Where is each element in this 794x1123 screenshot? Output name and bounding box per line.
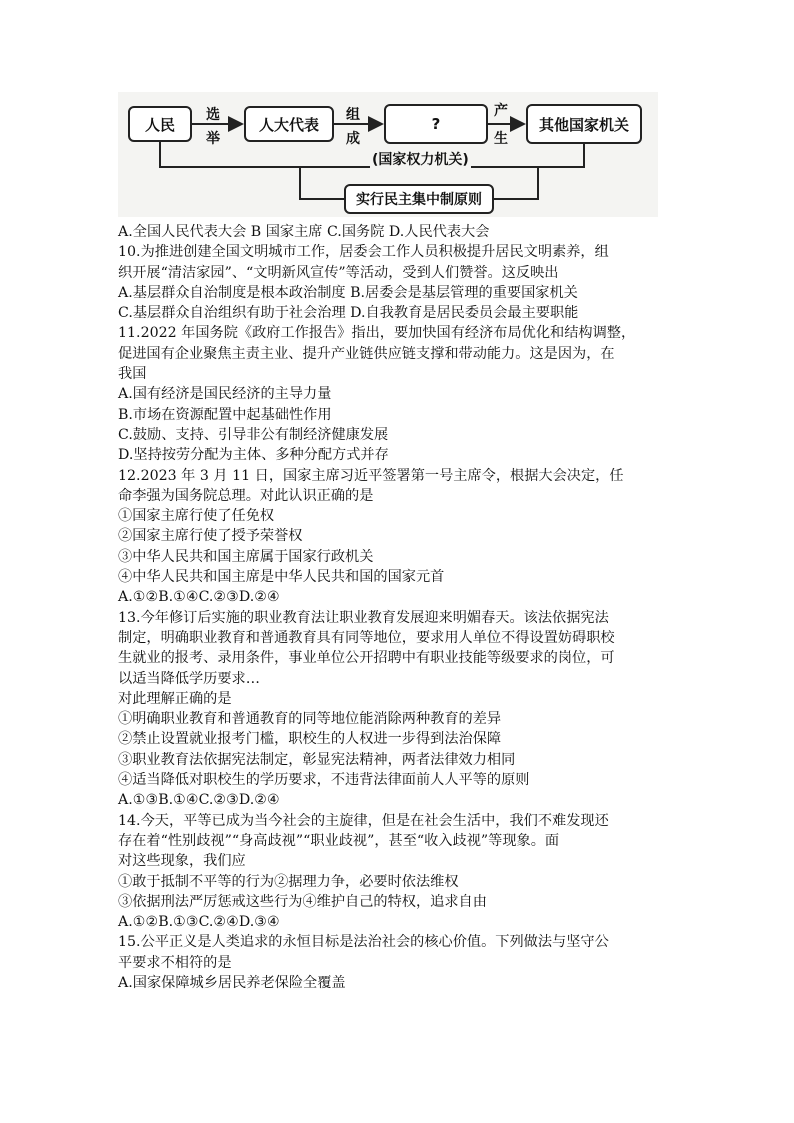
form-char-1: 组 (346, 107, 360, 123)
unknown-organ-box: ? (384, 104, 488, 144)
text-line: 命李强为国务院总理。对此认识正确的是 (118, 487, 374, 504)
text-line: B.市场在资源配置中起基础性作用 (118, 406, 332, 423)
text-line: A.基层群众自治制度是根本政治制度 B.居委会是基层管理的重要国家机关 (118, 284, 578, 301)
text-line: ①敢于抵制不平等的行为②据理力争，必要时依法维权 (118, 873, 459, 890)
text-line: 我国 (118, 366, 147, 383)
text-line: 15.公平正义是人类追求的永恒目标是法治社会的核心价值。下列做法与坚守公 (118, 934, 609, 951)
text-line: A.①②B.①④C.②③D.②④ (118, 589, 280, 606)
text-line: A.全国人民代表大会 B 国家主席 C.国务院 D.人民代表大会 (118, 224, 490, 240)
text-line: C.鼓励、支持、引导非公有制经济健康发展 (118, 426, 389, 443)
elect-char-1: 选 (206, 107, 220, 123)
text-line: 生就业的报考、录用条件，事业单位公开招聘中有职业技能等级要求的岗位，可 (118, 650, 615, 667)
text-line: A.①③B.①④C.②③D.②④ (118, 792, 280, 809)
text-line: 制定，明确职业教育和普通教育具有同等地位，要求用人单位不得设置妨碍职校 (118, 629, 615, 646)
text-line: A.①②B.①③C.②④D.③④ (118, 914, 280, 931)
text-line: ①国家主席行使了任免权 (118, 508, 275, 525)
produce-char-1: 产 (494, 103, 508, 119)
people-box: 人民 (128, 106, 192, 142)
state-structure-diagram (118, 92, 658, 217)
principle-left-line (300, 167, 344, 199)
democratic-centralism-box: 实行民主集中制原则 (344, 184, 494, 214)
text-line: A.国家保障城乡居民养老保险全覆盖 (118, 974, 346, 991)
text-line: 织开展“清洁家园”、“文明新风宣传”等活动，受到人们赞誉。这反映出 (118, 264, 559, 281)
text-line: 对此理解正确的是 (118, 690, 232, 707)
form-char-2: 成 (346, 131, 360, 147)
text-line: 13.今年修订后实施的职业教育法让职业教育发展迎来明媚春天。该法依据宪法 (118, 609, 609, 626)
elect-char-2: 举 (206, 131, 220, 147)
text-line: 对这些现象，我们应 (118, 853, 246, 870)
text-line: 14.今天，平等已成为当今社会的主旋律，但是在社会生活中，我们不难发现还 (118, 812, 609, 829)
other-state-organs-box: 其他国家机关 (526, 104, 642, 144)
text-line: ③依据刑法严厉惩戒这些行为④维护自己的特权，追求自由 (118, 893, 487, 910)
text-line: 12.2023 年 3 月 11 日，国家主席习近平签署第一号主席令，根据大会决定，任 (118, 467, 624, 484)
text-line: 促进国有企业聚焦主责主业、提升产业链供应链支撑和带动能力。这是因为，在 (118, 345, 615, 362)
text-line: ④中华人民共和国主席是中华人民共和国的国家元首 (118, 569, 445, 586)
text-line: C.基层群众自治组织有助于社会治理 D.自我教育是居民委员会最主要职能 (118, 305, 579, 322)
text-line: 10.为推进创建全国文明城市工作，居委会工作人员积极提升居民文明素养，组 (118, 244, 609, 261)
text-line: ②国家主席行使了授予荣誉权 (118, 528, 303, 545)
power-organ-label: (国家权力机关) (370, 149, 471, 169)
question-text (118, 222, 666, 993)
text-line: ①明确职业教育和普通教育的同等地位能消除两种教育的差异 (118, 711, 502, 728)
text-line: D.坚持按劳分配为主体、多种分配方式并存 (118, 447, 389, 464)
text-line: 以适当降低学历要求… (118, 670, 260, 687)
text-line: ③中华人民共和国主席属于国家行政机关 (118, 548, 374, 565)
npc-deputies-box: 人大代表 (244, 106, 334, 142)
text-line: 11.2022 年国务院《政府工作报告》指出，要加快国有经济布局优化和结构调整， (118, 325, 636, 342)
text-line: 平要求不相符的是 (118, 954, 232, 971)
text-line: A.国有经济是国民经济的主导力量 (118, 386, 332, 403)
produce-char-2: 生 (494, 131, 508, 147)
text-line: 存在着“性别歧视”“身高歧视”“职业歧视”，甚至“收入歧视”等现象。面 (118, 832, 560, 849)
principle-right-line (494, 167, 538, 199)
text-line: ③职业教育法依据宪法制定，彰显宪法精神，两者法律效力相同 (118, 751, 516, 768)
text-line: ④适当降低对职校生的学历要求，不违背法律面前人人平等的原则 (118, 772, 530, 789)
text-line: ②禁止设置就业报考门槛，职校生的人权进一步得到法治保障 (118, 731, 502, 748)
